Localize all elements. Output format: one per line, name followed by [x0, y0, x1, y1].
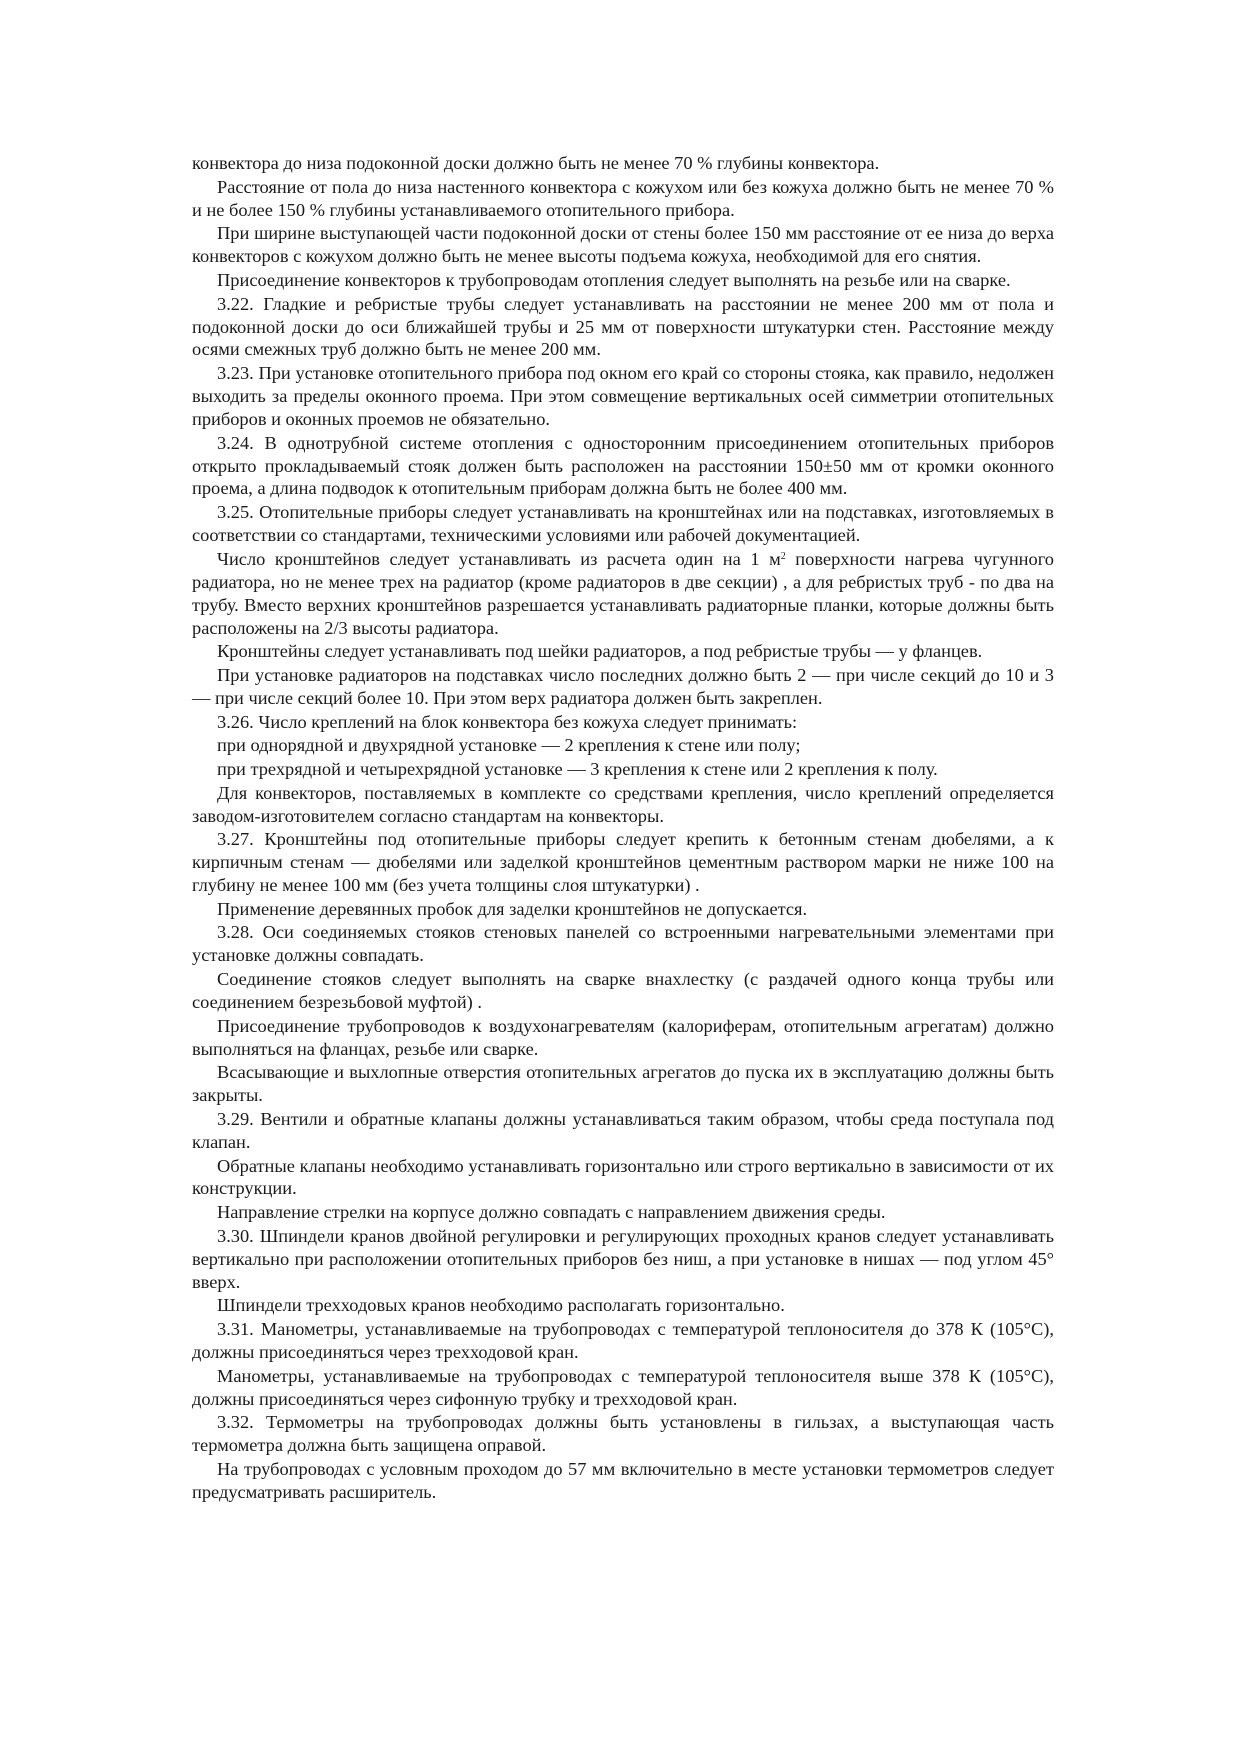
paragraph-3-24: 3.24. В однотрубной системе отопления с односторонним присоединением отопительных приборов открыто прокладываемый стояк должен быть расположен на расстоянии 150±50 мм от кромки оконного проема, а длина подводок к отопительным приборам должна быть не более 400 мм.: [192, 432, 1054, 499]
paragraph-3-32: 3.32. Термометры на трубопроводах должны быть установлены в гильзах, а выступающая часть термометра должна быть защищена оправой.: [192, 1412, 1054, 1456]
paragraph-3-28: 3.28. Оси соединяемых стояков стеновых панелей со встроенными нагревательными элементами при установке должны совпадать.: [192, 922, 1054, 966]
paragraph: Присоединение конвекторов к трубопроводам отопления следует выполнять на резьбе или на сварке.: [217, 269, 1011, 290]
brackets-text-rest: поверхности нагрева чугунного радиатора, но не менее трех на радиатор (кроме радиаторов в две секции) , а для ребристых труб - по два на трубу. Вместо верхних кронштейнов разрешается устанавливать радиаторные планки, которые должны быть расположены на 2/3 высоты радиатора.: [192, 548, 1054, 638]
paragraph: при однорядной и двухрядной установке — 2 крепления к стене или полу;: [217, 735, 801, 756]
paragraph-3-31: 3.31. Манометры, устанавливаемые на трубопроводах с температурой теплоносителя до 378 К (105°С), должны присоединяться через трехходовой кран.: [192, 1319, 1054, 1362]
paragraph-brackets: [192, 548, 1054, 640]
paragraph: При ширине выступающей части подоконной доски от стены более 150 мм расстояние от ее низа до верха конвекторов с кожухом должно быть не менее высоты подъема кожуха, необходимой для его снятия.: [192, 223, 1054, 267]
paragraph: При установке радиаторов на подставках число последних должно быть 2 — при числе секций до 10 и 3— при числе секций более 10. При этом верх радиатора должен быть закреплен.: [192, 664, 1054, 708]
paragraph: Всасывающие и выхлопные отверстия отопительных агрегатов до пуска их в эксплуатацию должны быть закрыты.: [192, 1062, 1054, 1106]
paragraph: Соединение стояков следует выполнять на сварке внахлестку (с раздачей одного конца трубы или соединением безрезьбовой муфтой) .: [192, 969, 1054, 1012]
paragraph: Присоединение трубопроводов к воздухонагревателям (калориферам, отопительным агрегатам) должно выполняться на фланцах, резьбе или сварке.: [192, 1015, 1054, 1059]
paragraph: Направление стрелки на корпусе должно совпадать с направлением движения среды.: [217, 1202, 886, 1223]
paragraph: при трехрядной и четырехрядной установке — 3 крепления к стене или 2 крепления к полу.: [217, 758, 938, 779]
paragraph-3-26: 3.26. Число креплений на блок конвектора без кожуха следует принимать:: [217, 711, 798, 732]
paragraph: конвектора до низа подоконной доски должно быть не менее 70 % глубины конвектора.: [192, 153, 880, 173]
paragraph: Для конвекторов, поставляемых в комплекте со средствами крепления, число креплений определяется заводом-изготовителем согласно стандартам на конвекторы.: [192, 782, 1054, 826]
paragraph-3-27: 3.27. Кронштейны под отопительные приборы следует крепить к бетонным стенам дюбелями, а к кирпичным стенам — дюбелями или заделкой кронштейнов цементным раствором марки не ниже 100 на глубину не менее 100 мм (без учета толщины слоя штукатурки) .: [192, 829, 1054, 896]
superscript-2: 2: [780, 550, 786, 562]
paragraph-3-29: 3.29. Вентили и обратные клапаны должны устанавливаться таким образом, чтобы среда поступала под клапан.: [192, 1108, 1054, 1152]
paragraph-3-22: 3.22. Гладкие и ребристые трубы следует устанавливать на расстоянии не менее 200 мм от пола и подоконной доски до оси ближайшей трубы и 25 мм от поверхности штукатурки стен. Расстояние между осями смежных труб должно быть не менее 200 мм.: [192, 293, 1054, 360]
brackets-text-start: Число кронштейнов следует устанавливать из расчета один на 1 м: [217, 548, 781, 569]
document-page: [192, 152, 1054, 1504]
paragraph: Обратные клапаны необходимо устанавливать горизонтально или строго вертикально в зависимости от их конструкции.: [192, 1155, 1054, 1199]
paragraph: Кронштейны следует устанавливать под шейки радиаторов, а под ребристые трубы — у фланцев.: [217, 641, 983, 662]
paragraph-3-30: 3.30. Шпиндели кранов двойной регулировки и регулирующих проходных кранов следует устанавливать вертикально при расположении отопительных приборов без ниш, а при установке в нишах — под углом 45° вверх.: [192, 1225, 1054, 1292]
paragraph: Манометры, устанавливаемые на трубопроводах с температурой теплоносителя выше 378 К (105°С), должны присоединяться через сифонную трубку и трехходовой кран.: [192, 1365, 1054, 1409]
paragraph: Применение деревянных пробок для заделки кронштейнов не допускается.: [217, 898, 808, 919]
paragraph-3-25: 3.25. Отопительные приборы следует устанавливать на кронштейнах или на подставках, изготовляемых в соответствии со стандартами, техническими условиями или рабочей документацией.: [192, 502, 1054, 546]
paragraph: Шпиндели трехходовых кранов необходимо располагать горизонтально.: [217, 1295, 785, 1316]
paragraph: На трубопроводах с условным проходом до 57 мм включительно в месте установки термометров следует предусматривать расширитель.: [192, 1458, 1054, 1502]
paragraph: Расстояние от пола до низа настенного конвектора с кожухом или без кожуха должно быть не менее 70 % и не более 150 % глубины устанавливаемого отопительного прибора.: [192, 176, 1054, 220]
paragraph-3-23: 3.23. При установке отопительного прибора под окном его край со стороны стояка, как правило, недолжен выходить за пределы оконного проема. При этом совмещение вертикальных осей симметрии отопительных приборов и оконных проемов не обязательно.: [192, 363, 1054, 429]
